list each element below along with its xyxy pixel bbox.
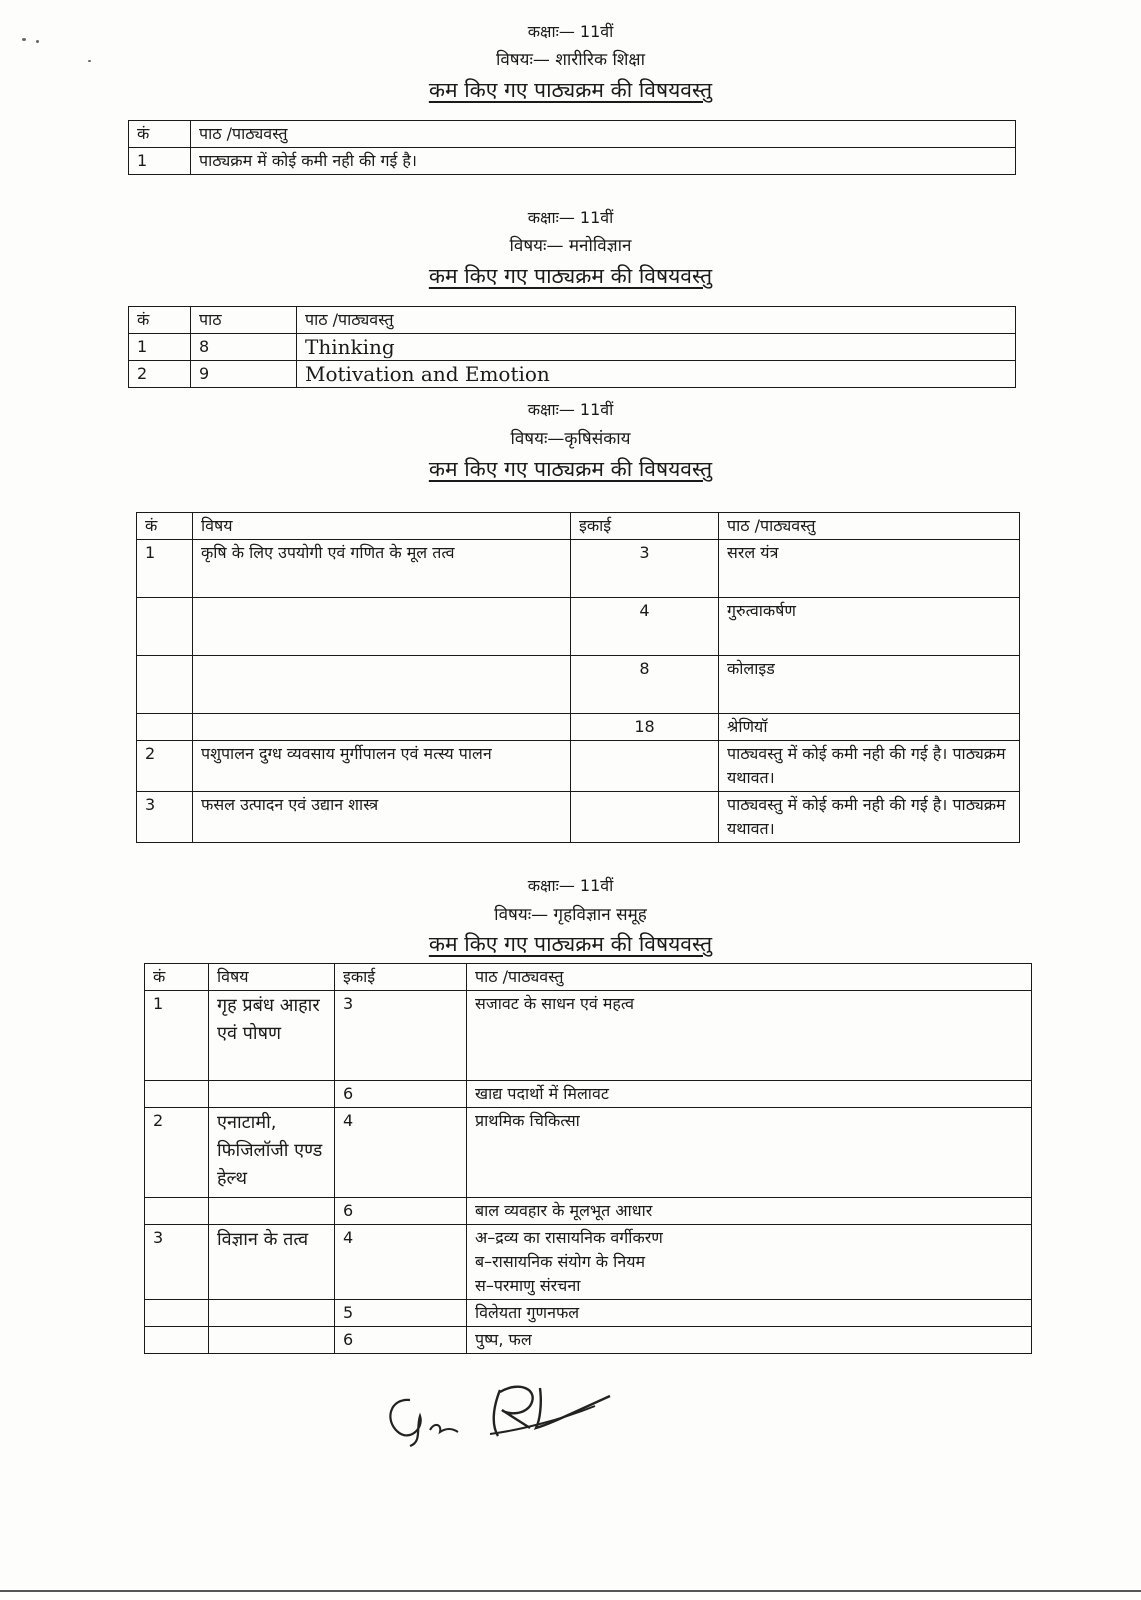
cell-unit: 5 bbox=[335, 1300, 467, 1327]
cell-subject: एनाटामी, फिजिलॉजी एण्ड हेल्थ bbox=[209, 1108, 335, 1198]
cell-unit: 3 bbox=[571, 540, 719, 598]
table-header-row bbox=[129, 307, 1016, 334]
table-row bbox=[129, 334, 1016, 361]
table-row bbox=[137, 714, 1020, 741]
cell-content: पुष्प, फल bbox=[467, 1327, 1032, 1354]
cell-content: गुरुत्वाकर्षण bbox=[719, 598, 1020, 656]
table-home-science bbox=[144, 963, 1032, 1354]
header-unit: इकाई bbox=[571, 513, 719, 540]
subject-heading-1: विषयः— शारीरिक शिक्षा bbox=[495, 50, 646, 70]
cell-subject bbox=[209, 1198, 335, 1225]
cell-subject bbox=[209, 1081, 335, 1108]
table-row bbox=[129, 361, 1016, 388]
cell-subject: फसल उत्पादन एवं उद्यान शास्त्र bbox=[193, 792, 571, 843]
header-content: पाठ /पाठ्यवस्तु bbox=[467, 964, 1032, 991]
table-row bbox=[145, 991, 1032, 1081]
section-title-3: कम किए गए पाठ्यक्रम की विषयवस्तु bbox=[428, 457, 713, 481]
cell-subject: विज्ञान के तत्व bbox=[209, 1225, 335, 1300]
subject-heading-3: विषयः—कृषिसंकाय bbox=[510, 429, 631, 449]
cell-content: प्राथमिक चिकित्सा bbox=[467, 1108, 1032, 1198]
table-row bbox=[129, 148, 1016, 175]
header-content: पाठ /पाठ्यवस्तु bbox=[297, 307, 1016, 334]
section-title-2: कम किए गए पाठ्यक्रम की विषयवस्तु bbox=[428, 264, 713, 288]
table-physical-education bbox=[128, 120, 1016, 175]
cell-serial bbox=[137, 714, 193, 741]
cell-content: विलेयता गुणनफल bbox=[467, 1300, 1032, 1327]
header-lesson: पाठ bbox=[191, 307, 297, 334]
table-row bbox=[145, 1198, 1032, 1225]
cell-serial: 1 bbox=[129, 334, 191, 361]
subject-heading-4: विषयः— गृहविज्ञान समूह bbox=[494, 905, 647, 925]
cell-serial: 1 bbox=[129, 148, 191, 175]
cell-serial: 1 bbox=[137, 540, 193, 598]
cell-unit: 4 bbox=[335, 1225, 467, 1300]
cell-serial bbox=[145, 1327, 209, 1354]
header-serial: कं bbox=[137, 513, 193, 540]
table-header-row bbox=[129, 121, 1016, 148]
scan-speck bbox=[22, 38, 26, 41]
cell-unit: 3 bbox=[335, 991, 467, 1081]
scan-speck bbox=[36, 40, 39, 43]
cell-serial bbox=[145, 1081, 209, 1108]
cell-content: श्रेणियॉ bbox=[719, 714, 1020, 741]
table-header-row bbox=[145, 964, 1032, 991]
cell-unit: 6 bbox=[335, 1198, 467, 1225]
cell-serial: 2 bbox=[137, 741, 193, 792]
cell-serial bbox=[137, 598, 193, 656]
cell-serial: 3 bbox=[137, 792, 193, 843]
cell-content: खाद्य पदार्थो में मिलावट bbox=[467, 1081, 1032, 1108]
cell-lesson: 9 bbox=[191, 361, 297, 388]
table-row bbox=[137, 741, 1020, 792]
cell-content: सरल यंत्र bbox=[719, 540, 1020, 598]
class-heading-3: कक्षाः— 11वीं bbox=[527, 400, 614, 419]
cell-subject: पशुपालन दुग्ध व्यवसाय मुर्गीपालन एवं मत्स्य पालन bbox=[193, 741, 571, 792]
header-serial: कं bbox=[145, 964, 209, 991]
cell-serial bbox=[137, 656, 193, 714]
table-row bbox=[137, 792, 1020, 843]
header-content: पाठ /पाठ्यवस्तु bbox=[191, 121, 1016, 148]
class-heading-2: कक्षाः— 11वीं bbox=[527, 208, 614, 227]
cell-lesson: 8 bbox=[191, 334, 297, 361]
subject-heading-2: विषयः— मनोविज्ञान bbox=[509, 236, 632, 256]
cell-serial bbox=[145, 1300, 209, 1327]
cell-unit: 6 bbox=[335, 1327, 467, 1354]
cell-content: पाठ्यक्रम में कोई कमी नही की गई है। bbox=[191, 148, 1016, 175]
cell-unit bbox=[571, 741, 719, 792]
cell-subject bbox=[209, 1300, 335, 1327]
cell-content: बाल व्यवहार के मूलभूत आधार bbox=[467, 1198, 1032, 1225]
header-serial: कं bbox=[129, 307, 191, 334]
cell-content: पाठ्यवस्तु में कोई कमी नही की गई है। पाठ्यक्रम यथावत। bbox=[719, 792, 1020, 843]
cell-subject: गृह प्रबंध आहार एवं पोषण bbox=[209, 991, 335, 1081]
cell-serial: 1 bbox=[145, 991, 209, 1081]
table-row bbox=[145, 1225, 1032, 1300]
cell-serial: 2 bbox=[145, 1108, 209, 1198]
cell-serial: 2 bbox=[129, 361, 191, 388]
cell-unit: 6 bbox=[335, 1081, 467, 1108]
section-title-1: कम किए गए पाठ्यक्रम की विषयवस्तु bbox=[428, 78, 713, 102]
table-header-row bbox=[137, 513, 1020, 540]
header-subject: विषय bbox=[193, 513, 571, 540]
table-row bbox=[145, 1108, 1032, 1198]
table-row bbox=[145, 1081, 1032, 1108]
header-unit: इकाई bbox=[335, 964, 467, 991]
header-serial: कं bbox=[129, 121, 191, 148]
cell-content: अ–द्रव्य का रासायनिक वर्गीकरण ब–रासायनिक संयोग के नियम स–परमाणु संरचना bbox=[467, 1225, 1032, 1300]
header-content: पाठ /पाठ्यवस्तु bbox=[719, 513, 1020, 540]
cell-unit: 8 bbox=[571, 656, 719, 714]
scan-edge-line bbox=[0, 1590, 1141, 1592]
header-subject: विषय bbox=[209, 964, 335, 991]
cell-unit: 4 bbox=[571, 598, 719, 656]
table-agriculture bbox=[136, 512, 1020, 843]
class-heading-4: कक्षाः— 11वीं bbox=[527, 876, 614, 895]
table-row bbox=[145, 1300, 1032, 1327]
cell-unit bbox=[571, 792, 719, 843]
cell-subject bbox=[193, 598, 571, 656]
cell-content: Motivation and Emotion bbox=[297, 361, 1016, 388]
handwritten-signature bbox=[380, 1370, 640, 1460]
cell-unit: 18 bbox=[571, 714, 719, 741]
cell-content: पाठ्यवस्तु में कोई कमी नही की गई है। पाठ्यक्रम यथावत। bbox=[719, 741, 1020, 792]
cell-serial bbox=[145, 1198, 209, 1225]
cell-subject bbox=[193, 714, 571, 741]
cell-content: Thinking bbox=[297, 334, 1016, 361]
cell-content: सजावट के साधन एवं महत्व bbox=[467, 991, 1032, 1081]
cell-content: कोलाइड bbox=[719, 656, 1020, 714]
table-row bbox=[137, 540, 1020, 598]
table-row bbox=[137, 656, 1020, 714]
cell-subject: कृषि के लिए उपयोगी एवं गणित के मूल तत्व bbox=[193, 540, 571, 598]
table-row bbox=[145, 1327, 1032, 1354]
cell-serial: 3 bbox=[145, 1225, 209, 1300]
cell-unit: 4 bbox=[335, 1108, 467, 1198]
cell-subject bbox=[209, 1327, 335, 1354]
scan-speck bbox=[88, 60, 91, 62]
section-title-4: कम किए गए पाठ्यक्रम की विषयवस्तु bbox=[428, 932, 713, 956]
table-psychology bbox=[128, 306, 1016, 388]
class-heading-1: कक्षाः— 11वीं bbox=[527, 22, 614, 41]
table-row bbox=[137, 598, 1020, 656]
cell-subject bbox=[193, 656, 571, 714]
